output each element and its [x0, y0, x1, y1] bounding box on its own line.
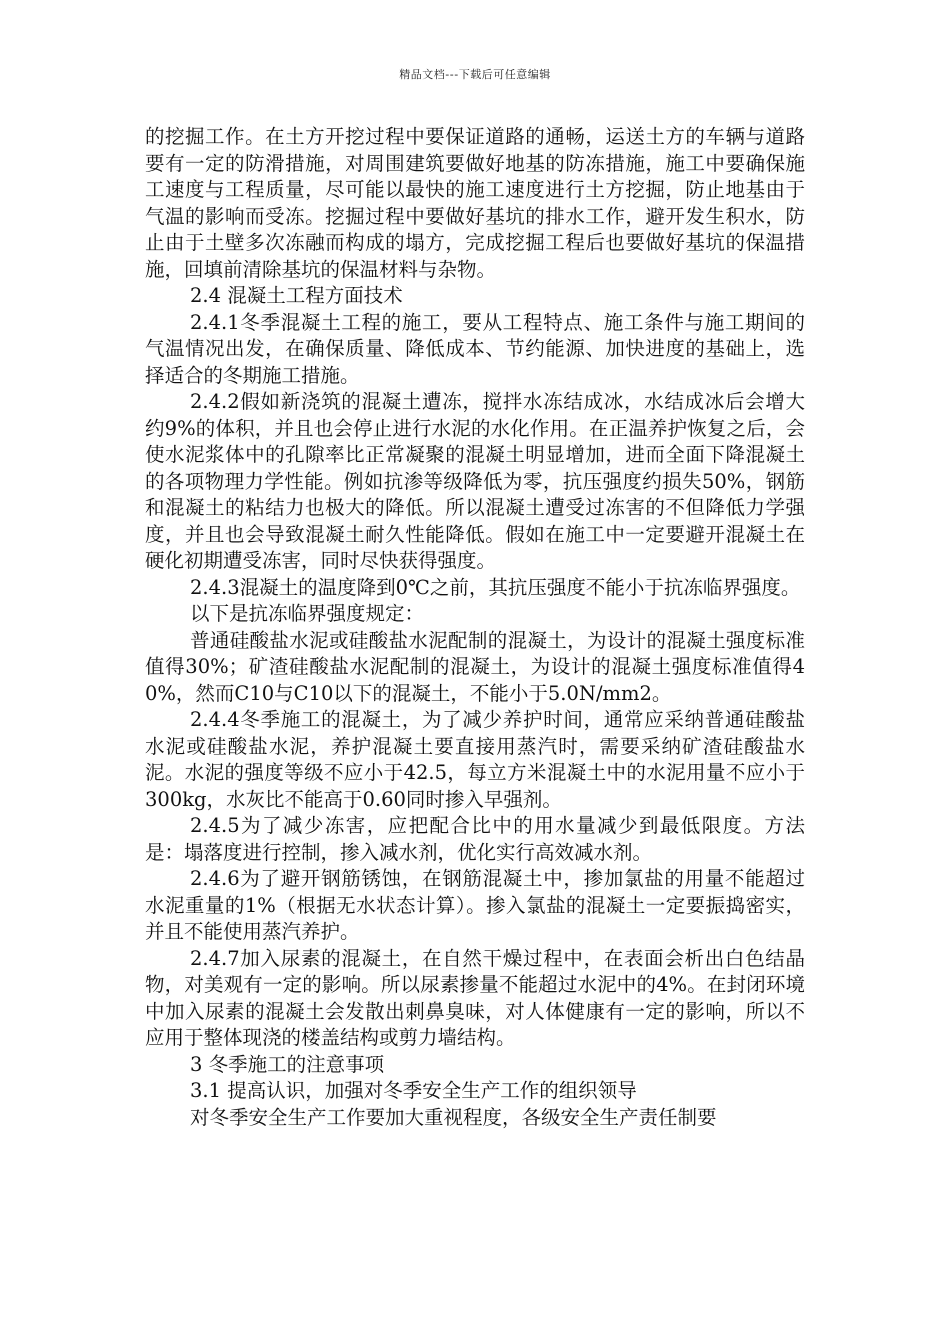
paragraph: 2.4.4冬季施工的混凝土，为了减少养护时间，通常应采纳普通硅酸盐水泥或硅酸盐水泥，养护混凝土要直接用蒸汽时，需要采纳矿渣硅酸盐水泥。水泥的强度等级不应小于42.5，每立方米混凝土中的水泥用量不应小于300kg，水灰比不能高于0.60同时掺入早强剂。	[145, 708, 805, 811]
section-heading: 2.4 混凝土工程方面技术	[190, 284, 403, 307]
section-heading: 3 冬季施工的注意事项	[190, 1052, 385, 1076]
paragraph: 以下是抗冻临界强度规定：	[190, 602, 425, 625]
subsection-heading: 3.1 提高认识，加强对冬季安全生产工作的组织领导	[190, 1079, 637, 1102]
paragraph: 2.4.3混凝土的温度降到0℃之前，其抗压强度不能小于抗冻临界强度。	[190, 575, 801, 599]
paragraph: 对冬季安全生产工作要加大重视程度，各级安全生产责任制要	[190, 1105, 717, 1129]
paragraph: 2.4.6为了避开钢筋锈蚀，在钢筋混凝土中，掺加氯盐的用量不能超过水泥重量的1%（根据无水状态计算）。掺入氯盐的混凝土一定要振捣密实，并且不能使用蒸汽养护。	[145, 867, 805, 943]
paragraph: 2.4.1冬季混凝土工程的施工，要从工程特点、施工条件与施工期间的气温情况出发，在确保质量、降低成本、节约能源、加快进度的基础上，选择适合的冬期施工措施。	[145, 310, 805, 387]
paragraph: 2.4.2假如新浇筑的混凝土遭冻，搅拌水冻结成冰，水结成冰后会增大约9%的体积，并且也会停止进行水泥的水化作用。在正温养护恢复之后，会使水泥浆体中的孔隙率比正常凝聚的混凝土明显增加，进而全面下降混凝土的各项物理力学性能。例如抗渗等级降低为零，抗压强度约损失50%，钢筋和混凝土的粘结力也极大的降低。所以混凝土遭受过冻害的不但降低力学强度，并且也会导致混凝土耐久性能降低。假如在施工中一定要避开混凝土在硬化初期遭受冻害，同时尽快获得强度。	[145, 390, 805, 572]
paragraph: 2.4.7加入尿素的混凝土，在自然干燥过程中，在表面会析出白色结晶物，对美观有一定的影响。所以尿素掺量不能超过水泥中的4%。在封闭环境中加入尿素的混凝土会发散出刺鼻臭味，对人体健康有一定的影响，所以不应用于整体现浇的楼盖结构或剪力墙结构。	[145, 946, 805, 1049]
paragraph: 2.4.5为了减少冻害，应把配合比中的用水量减少到最低限度。方法是：塌落度进行控制，掺入减水剂，优化实行高效减水剂。	[145, 814, 805, 864]
paragraph: 普通硅酸盐水泥或硅酸盐水泥配制的混凝土，为设计的混凝土强度标准值得30%；矿渣硅酸盐水泥配制的混凝土，为设计的混凝土强度标准值得40%，然而C10与C10以下的混凝土，不能小于5.0N/mm2。	[145, 628, 805, 705]
page-header: 精品文档---下载后可任意编辑	[399, 68, 551, 81]
paragraph: 的挖掘工作。在土方开挖过程中要保证道路的通畅，运送土方的车辆与道路要有一定的防滑措施，对周围建筑要做好地基的防冻措施，施工中要确保施工速度与工程质量，尽可能以最快的施工速度进行土方挖掘，防止地基由于气温的影响而受冻。挖掘过程中要做好基坑的排水工作，避开发生积水，防止由于土壁多次冻融而构成的塌方，完成挖掘工程后也要做好基坑的保温措施，回填前清除基坑的保温材料与杂物。	[145, 125, 805, 281]
document-body	[145, 124, 805, 1131]
